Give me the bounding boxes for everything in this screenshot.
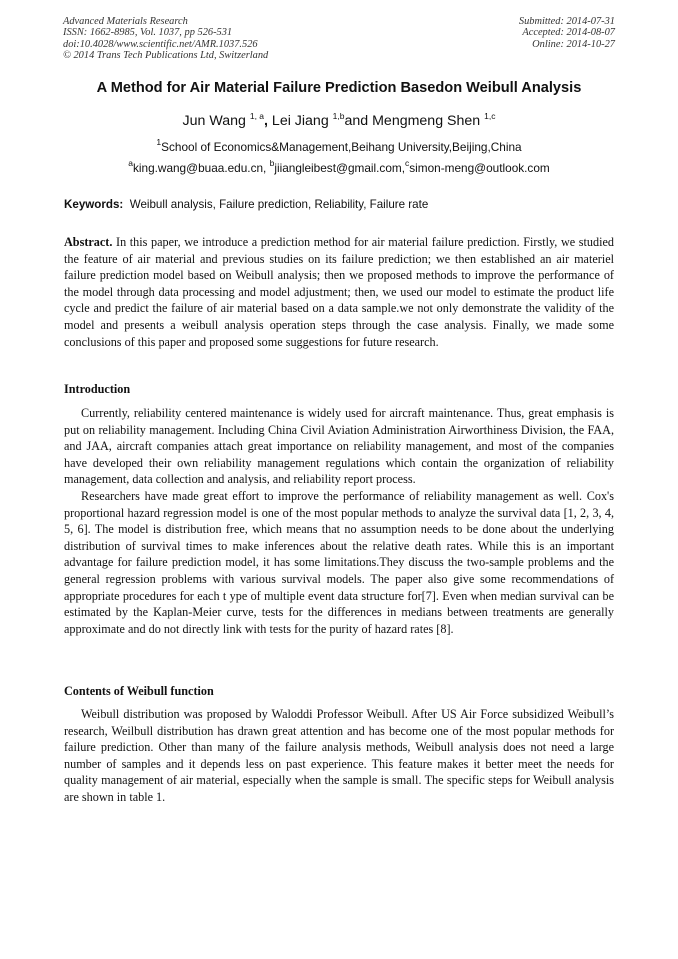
author-superscript: 1, a [249, 111, 265, 121]
affiliation [0, 137, 678, 154]
keywords-text: Weibull analysis, Failure prediction, Reliability, Failure rate [123, 198, 429, 211]
email-link[interactable]: king.wang@buaa.edu.cn, [133, 161, 270, 175]
copyright-line: © 2014 Trans Tech Publications Ltd, Switzerland [63, 50, 269, 62]
abstract-label: Abstract. [64, 235, 113, 249]
issn-line: ISSN: 1662-8985, Vol. 1037, pp 526-531 [63, 27, 233, 39]
journal-header-left [63, 16, 268, 62]
submitted-date: Submitted: 2014-07-31 [518, 16, 615, 27]
journal-header-right [519, 16, 615, 50]
keywords-label: Keywords: [64, 198, 124, 211]
section-heading-introduction: Introduction [64, 382, 131, 396]
weibull-body [64, 706, 614, 806]
keywords [64, 198, 428, 211]
abstract [64, 234, 614, 350]
paragraph: Researchers have made great effort to improve the performance of reliability management as well. Cox's proportional hazard regression model is one of the most popular methods to analyze the survival data [1, 2, 3, 4, 5, 6]. The model is distribution free, which means that no assumption needs to be done about the underlying distribution of survival times to make inferences about the relative death rates. While this is an important advantage for failure prediction model, it has some limitations.They discuss the two-sample problems and the general regression problems with various survival models. The paper also give some recommendations of appropriate procedures for each t ype of multiple event data structure for[7]. Even when median survival can be estimated by the Kaplan-Meier curve, tests for the differences in medians between treatments are generally approximate and do not directly link with tests for the purity of hazard rates [8]. [64, 488, 614, 636]
author-name: Lei Jiang [267, 113, 333, 129]
affiliation-text: School of Economics&Management,Beihang University,Beijing,China [161, 140, 522, 154]
section-heading-weibull: Contents of Weibull function [64, 684, 214, 698]
author-superscript: 1,c [484, 111, 496, 121]
abstract-text: In this paper, we introduce a prediction method for air material failure prediction. Firstly, we studied the feature of air material and previous studies on its failure prediction; we then established an air materiel failure prediction model based on Weibull analysis; then we proposed methods to improve the performance of the model through data processing and model adjustment; then, we used our model to estimate the product life cycle and predict the failure of air material based on a data sample.we not only demonstrate the validity of the model and presents a weibull analysis operation steps through the case analysis. Finally, we made some conclusions of this paper and proposed some suggestions for future research. [64, 235, 614, 349]
author-name: and Mengmeng Shen [344, 113, 485, 129]
author-separator: , [264, 113, 268, 129]
doi-line: doi:10.4028/www.scientific.net/AMR.1037.526 [63, 38, 258, 50]
paper-title: A Method for Air Material Failure Prediction Basedon Weibull Analysis [96, 80, 582, 96]
affiliation-superscript: 1 [156, 137, 162, 147]
email-link[interactable]: jiiangleibest@gmail.com, [274, 161, 405, 175]
accepted-date: Accepted: 2014-08-07 [522, 27, 615, 39]
email-superscript: c [404, 158, 410, 168]
introduction-body [64, 405, 614, 637]
paragraph: Currently, reliability centered maintenance is widely used for aircraft maintenance. Thus, great emphasis is put on reliability management. Including China Civil Aviation Administration Airworthiness Division, the FAA, and JAA, aircraft companies attach great importance on reliability management, and most of the companies have developed their own reliability management regulations which contain the organization of reliability management, data collection and analysis, and reliability report process. [64, 406, 614, 487]
paragraph: Weibull distribution was proposed by Waloddi Professor Weibull. After US Air Force subsidized Weibull’s research, Weilbull distribution has drawn great attention and has become one of the most popular methods for failure prediction. Other than many of the failure analysis methods, Weibull analysis does not need a large number of samples and it depends less on past experience. This feature makes it better meet the needs for quality management of air material, especially when the sample is small. The specific steps for Weibull analysis are shown in table 1. [64, 707, 614, 804]
email-link[interactable]: simon-meng@outlook.com [409, 161, 550, 175]
author-emails [0, 158, 678, 175]
author-superscript: 1,b [332, 111, 345, 121]
author-name: Jun Wang [182, 113, 246, 129]
email-superscript: a [128, 158, 133, 168]
online-date: Online: 2014-10-27 [532, 38, 615, 50]
email-superscript: b [269, 158, 275, 168]
journal-name: Advanced Materials Research [63, 16, 188, 27]
author-line [0, 113, 678, 129]
